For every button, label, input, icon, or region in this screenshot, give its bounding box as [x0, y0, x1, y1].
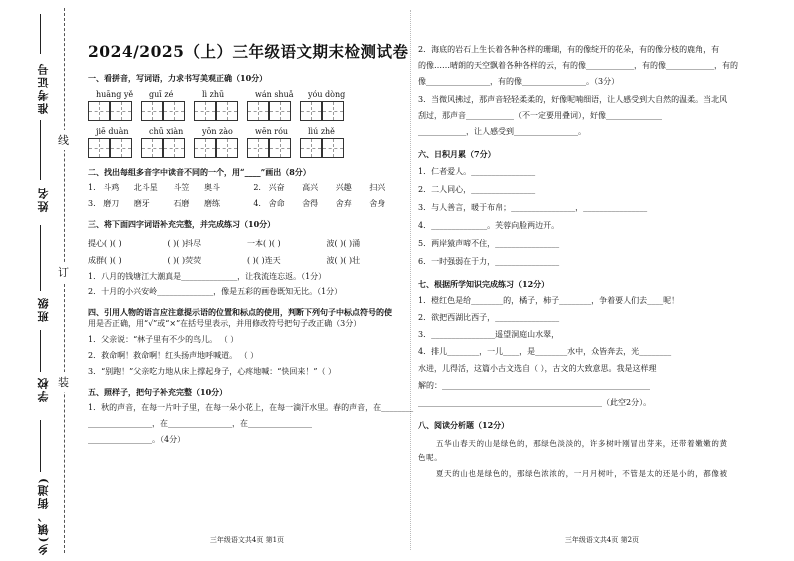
polyphone-option[interactable]: 兴奋 — [268, 183, 285, 192]
section-4-heading-line-1: 四、引用人物的语言应注意提示语的位置和标点的使用，判断下列句子中标点符号的使 — [88, 307, 392, 317]
sentence-question-1-line-2[interactable]: ________________，在________________，在________________ — [88, 419, 312, 428]
writing-cell[interactable] — [300, 101, 322, 121]
sentence-question-2-line-3[interactable]: 像________________，有的像________________。（3分） — [418, 77, 620, 86]
polyphone-option[interactable]: 斗鸡 — [103, 183, 120, 192]
name-label: 姓名 — [37, 186, 50, 212]
polyphone-option[interactable]: 奥斗 — [203, 183, 220, 192]
right-page — [418, 0, 786, 561]
reading-paragraph-1-line-2: 色呢。 — [418, 453, 443, 462]
section-1-heading: 一、看拼音，写词语，力求书写美观正确（10分） — [88, 73, 268, 83]
writing-cell[interactable] — [322, 138, 344, 158]
polyphone-option[interactable]: 舍得 — [302, 199, 319, 208]
writing-cell[interactable] — [88, 138, 110, 158]
polyphone-option[interactable]: 磨练 — [203, 199, 220, 208]
writing-cell[interactable] — [141, 138, 163, 158]
polyphone-option[interactable]: 北斗星 — [133, 183, 158, 192]
polyphone-option[interactable]: 高兴 — [302, 183, 319, 192]
group-number: 1. — [88, 183, 96, 192]
sentence-question-1-line-1[interactable]: 1．秋的声音，在每一片叶子里，在每一朵小花上，在每一滴汗水里。春的声音，在________ — [88, 403, 414, 412]
writing-cell[interactable] — [110, 101, 132, 121]
school-blank[interactable] — [40, 330, 41, 372]
polyphone-option[interactable]: 兴趣 — [335, 183, 352, 192]
seal-char-bind: 订 — [58, 262, 69, 282]
writing-cell[interactable] — [247, 101, 269, 121]
pinyin: lì zhū — [202, 90, 225, 99]
name-blank[interactable] — [40, 120, 41, 180]
section-8-heading: 八、阅读分析题（12分） — [418, 420, 510, 430]
tianzige-row-2 — [88, 138, 406, 158]
knowledge-question-2[interactable]: 2．欲把西湖比西子，________________ — [418, 313, 560, 322]
sentence-question-3-line-3[interactable]: ____________，让人感受到________________。 — [418, 127, 586, 136]
sentence-question-2-line-2[interactable]: 的像……晴朗的天空飘着各种各样的云，有的像____________，有的像____________，有的 — [418, 61, 738, 70]
section-4-heading-line-2: 用是否正确，用“√”或“×”在括号里表示，并用修改符号把句子改正确（3分） — [88, 319, 362, 328]
writing-cell[interactable] — [88, 101, 110, 121]
group-number: 4. — [253, 199, 261, 208]
punctuation-question-3[interactable]: 3．“别跑！”父亲吃力地从床上撑起身子，心疼地喊：“快回来！”（ ） — [88, 367, 336, 376]
idiom-blank[interactable]: ( )( )连天 — [247, 256, 281, 265]
polyphone-row-1 — [88, 181, 406, 194]
idiom-question-1[interactable]: 1．八月的钱塘江大潮真是______________，让我流连忘返。（1分） — [88, 272, 327, 281]
exam-number-label: 准考证号 — [37, 62, 50, 114]
idiom-blank[interactable]: 波( )( )壮 — [326, 256, 361, 265]
punctuation-question-1[interactable]: 1．父亲说：“林子里有不少的鸟儿。 （ ） — [88, 335, 239, 344]
sentence-question-3-line-1: 3．当微风拂过，那声音轻轻柔柔的，好像呢喃细语，让人感受到大自然的温柔。当北风 — [418, 95, 728, 104]
writing-cell[interactable] — [216, 138, 238, 158]
idiom-blank[interactable]: ( )( )抖尽 — [167, 239, 202, 248]
town-label: 乡(镇、街道) — [37, 476, 50, 556]
writing-cell[interactable] — [194, 138, 216, 158]
writing-cell[interactable] — [163, 138, 185, 158]
pinyin: wán shuǎ — [255, 90, 294, 99]
recitation-item-4[interactable]: 4．______________。芙蓉向脸两边开。 — [418, 221, 560, 230]
knowledge-question-4-answer[interactable]: 解的：____________________________________________________ — [418, 381, 650, 390]
writing-cell[interactable] — [269, 101, 291, 121]
idiom-blank[interactable]: 波( )( )涌 — [326, 239, 361, 248]
section-2-heading: 二、找出每组多音字中读音不同的一个，用“____”画出（8分） — [88, 167, 311, 177]
section-6-heading: 六、日积月累（7分） — [418, 149, 496, 159]
page-footer-right: 三年级语文共4页 第2页 — [564, 536, 640, 544]
polyphone-option[interactable]: 磨刀 — [103, 199, 120, 208]
knowledge-question-1[interactable]: 1．橙红色是给________的，橘子，柿子________，争着要人们去____呢！ — [418, 296, 680, 305]
recitation-item-5[interactable]: 5．两岸猿声啼不住，________________ — [418, 239, 560, 248]
pinyin-row-2 — [88, 127, 406, 136]
class-blank[interactable] — [40, 225, 41, 291]
seal-char-pack: 装 — [58, 372, 69, 392]
writing-cell[interactable] — [300, 138, 322, 158]
group-number: 3. — [88, 199, 96, 208]
knowledge-question-3[interactable]: 3．________________遥望洞庭山水翠， — [418, 330, 560, 339]
writing-cell[interactable] — [216, 101, 238, 121]
idiom-row-2 — [88, 253, 406, 268]
section-7-heading: 七、根据所学知识完成练习（12分） — [418, 279, 550, 289]
writing-cell[interactable] — [110, 138, 132, 158]
pinyin: guī zé — [149, 90, 174, 99]
pinyin: yōn zào — [202, 127, 233, 136]
pinyin: wēn róu — [255, 127, 289, 136]
polyphone-option[interactable]: 石磨 — [173, 199, 190, 208]
group-number: 2. — [253, 183, 261, 192]
reading-paragraph-2-line-1: 夏天的山也是绿色的，那绿色浓浓的，一月月树叶，不管是太的还是小的，都像被 — [436, 469, 728, 478]
sentence-question-3-line-2[interactable]: 刮过，那声音____________（不一定要用叠词），好像______________ — [418, 111, 662, 120]
idiom-blank[interactable]: 提心( )( ) — [88, 239, 122, 248]
tianzige-row-1 — [88, 101, 406, 121]
writing-cell[interactable] — [322, 101, 344, 121]
exam-title: 2024/2025（上）三年级语文期末检测试卷 — [88, 42, 409, 61]
school-label: 学校 — [37, 376, 50, 402]
pinyin: yóu dòng — [308, 90, 346, 99]
idiom-blank[interactable]: ( )( )荧荧 — [167, 256, 202, 265]
pinyin: huāng yě — [96, 90, 134, 99]
recitation-item-1[interactable]: 1．仁者爱人。________________ — [418, 167, 536, 176]
reading-paragraph-1-line-1: 五华山春天的山是绿色的，那绿色淡淡的，许多树叶刚冒出芽来，还带着嫩嫩的黄 — [436, 439, 728, 448]
recitation-item-2[interactable]: 2．二人同心，________________ — [418, 185, 536, 194]
polyphone-option[interactable]: 斗笠 — [173, 183, 190, 192]
left-page — [88, 0, 414, 561]
pinyin: jiē duàn — [96, 127, 129, 136]
idiom-blank[interactable]: 成群( )( ) — [88, 256, 122, 265]
exam-number-blank[interactable] — [40, 14, 41, 54]
pinyin: lìú zhě — [308, 127, 335, 136]
idiom-blank[interactable]: 一本( )( ) — [247, 239, 281, 248]
writing-cell[interactable] — [194, 101, 216, 121]
writing-cell[interactable] — [247, 138, 269, 158]
writing-cell[interactable] — [269, 138, 291, 158]
recitation-item-6[interactable]: 6．一时强弱在于力，________________ — [418, 257, 560, 266]
sentence-question-1-line-3[interactable]: ________________。（4分） — [88, 435, 186, 444]
polyphone-row-2 — [88, 197, 406, 210]
section-5-heading: 五、照样子，把句子补充完整（10分） — [88, 387, 228, 397]
writing-cell[interactable] — [163, 101, 185, 121]
punctuation-question-2[interactable]: 2．救命啊！救命啊！红头扬声地呼喊道。 （ ） — [88, 351, 259, 360]
polyphone-option[interactable]: 舍命 — [268, 199, 285, 208]
knowledge-question-4-cont[interactable]: 水进，儿得活，这篇小古文选自（ ），古文的大致意思。我是这样理 — [418, 364, 657, 373]
polyphone-option[interactable]: 扫兴 — [369, 183, 386, 192]
polyphone-option[interactable]: 舍弃 — [335, 199, 352, 208]
sentence-question-2-line-1: 2．海底的岩石上生长着各种各样的珊瑚，有的像绽开的花朵，有的像分枝的鹿角，有 — [418, 45, 720, 54]
seal-char-line: 线 — [58, 130, 69, 150]
knowledge-question-4-answer-2[interactable]: ______________________________________________（此空2分）。 — [418, 398, 652, 407]
knowledge-question-4[interactable]: 4．排儿________，一儿____，是________水中，众皆奔去，光________ — [418, 347, 672, 356]
idiom-question-2[interactable]: 2．十月的小兴安岭______________，像是五彩的画卷既知无比。（1分） — [88, 287, 343, 296]
polyphone-option[interactable]: 磨牙 — [133, 199, 150, 208]
idiom-row-1 — [88, 236, 406, 251]
class-label: 班级 — [37, 296, 50, 322]
pinyin: chū xiàn — [149, 127, 184, 136]
town-blank[interactable] — [40, 420, 41, 472]
pinyin-row-1 — [88, 90, 406, 99]
recitation-item-3[interactable]: 3．与人善言，暖于布帛；________________，________________ — [418, 203, 648, 212]
binding-margin — [0, 0, 86, 561]
polyphone-option[interactable]: 舍身 — [369, 199, 386, 208]
page-divider — [410, 10, 411, 550]
writing-cell[interactable] — [141, 101, 163, 121]
page-footer-left: 三年级语文共4页 第1页 — [209, 536, 285, 544]
section-3-heading: 三、将下面四字词语补充完整，并完成练习（10分） — [88, 219, 276, 229]
